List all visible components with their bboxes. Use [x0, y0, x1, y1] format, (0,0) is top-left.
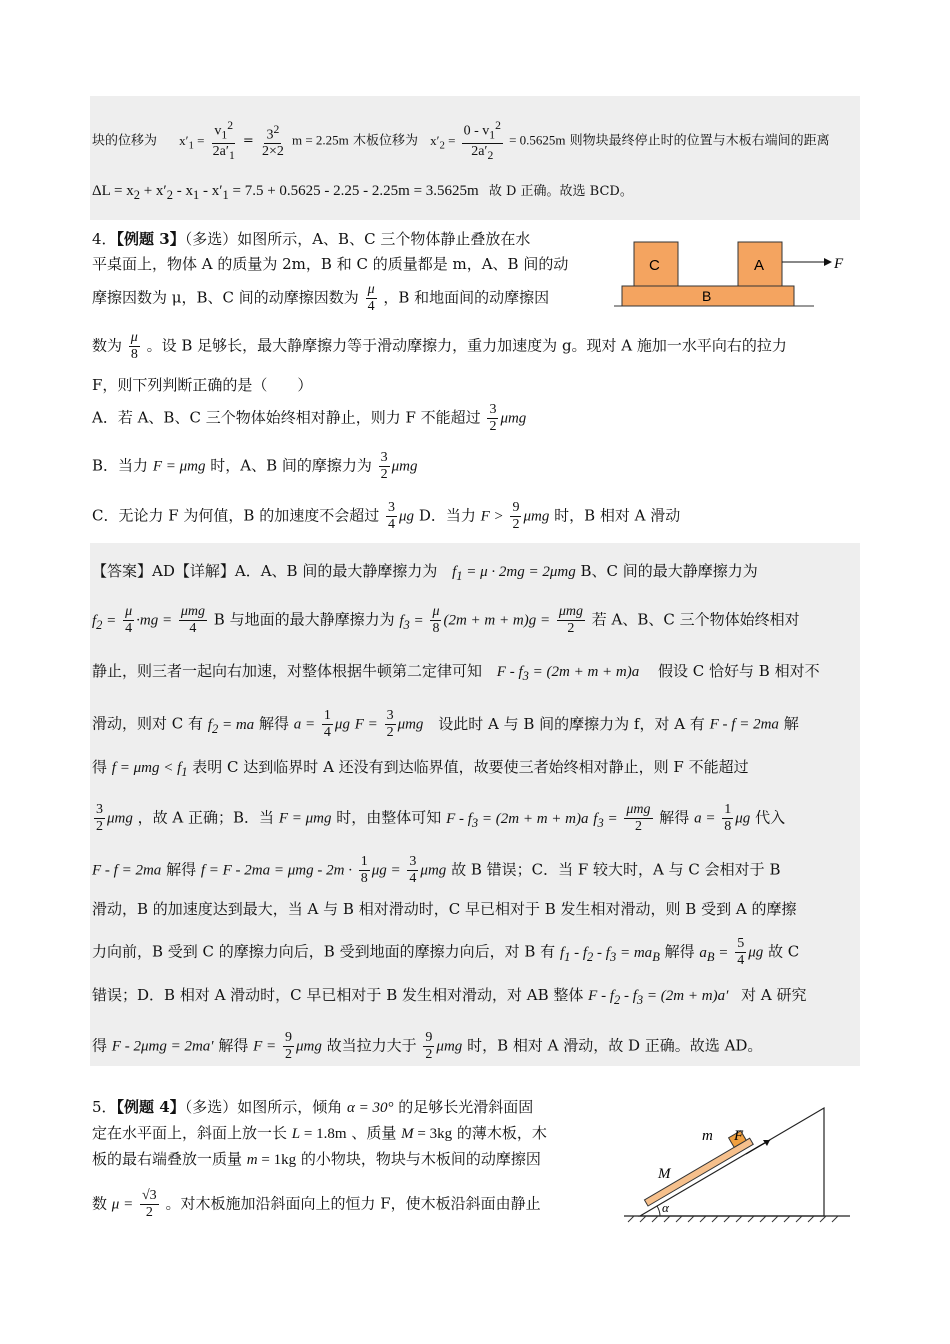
label-alpha: α: [662, 1200, 669, 1215]
ans-line4: 滑动，则对 C 有 $f_2$ = ma 解得 a = $\frac{1}{4}$ μg F = $\frac{3}{2}$ μmg 设此时 A 与 B 间的摩擦力为 f，对 A 有 F - f = 2ma 解: [92, 708, 799, 740]
option-c-d: C．无论力 F 为何值，B 的加速度不会超过 $\frac{3}{4}$ μg D．当力 F > $\frac{9}{2}$ μmg 时，B 相对 A 滑动: [92, 500, 681, 532]
prev-line1: 块的位移为 $x'_1$ = $\frac{v_1^2}{2a'_1}$ = $\frac{3^2}{2\times 2}$ m = 2.25m 木板位移为 $x'_2$ = $\frac{0 - v_1^2}{2a'_2}$ = 0.5625m 则物块最终停止时的位置与木板右端间的距离: [92, 119, 830, 163]
force-label: F: [834, 256, 844, 272]
ans-line8: 滑动，B 的加速度达到最大，当 A 与 B 相对滑动时，C 早已相对于 B 发生相对滑动，则 B 受到 A 的摩擦: [92, 900, 797, 918]
q5-line2: 定在水平面上，斜面上放一长 L = 1.8m 、质量 M = 3kg 的薄木板，木: [92, 1124, 547, 1142]
board-b-label: B: [702, 288, 712, 304]
ground-hatch: [628, 1216, 838, 1222]
ans-line5: 得 $f = \mu mg < f_1$ 表明 C 达到临界时 A 还没有到达临界值，故要使三者始终相对静止，则 F 不能超过: [92, 758, 749, 779]
ans-line3: 静止，则三者一起向右加速，对整体根据牛顿第二定律可知 $F - f_3 = (2m + m + m)a$ 假设 C 恰好与 B 相对不: [92, 662, 820, 683]
ans-line11: 得 F - 2μmg = 2ma′ 解得 F = $\frac{9}{2}$ μmg 故当拉力大于 $\frac{9}{2}$ μmg 时，B 相对 A 滑动，故 D 正确。故选 AD。: [92, 1030, 763, 1062]
option-a: A．若 A、B、C 三个物体始终相对静止，则力 F 不能超过 $\frac{3}{2}$ μmg: [92, 402, 527, 434]
q4-line2: 平桌面上，物体 A 的质量为 2m，B 和 C 的质量都是 m，A、B 间的动: [92, 255, 569, 273]
prev-line2: $\Delta L = x_2 + x'_2 - x_1 - x'_1 = 7.5 + 0.5625 - 2.25 - 2.25m = 3.5625m$ 故 D 正确。故选 BCD。: [92, 183, 633, 202]
ans-line10: 错误；D．B 相对 A 滑动时，C 早已相对于 B 发生相对滑动，对 AB 整体 $F - f_2 - f_3 = (2m + m)a'$ 对 A 研究: [92, 986, 807, 1007]
angle-arc: [657, 1206, 660, 1216]
ans-line6: $\frac{3}{2}$ μmg ，故 A 正确；B．当 F = μmg 时，由整体可知 $F - f_3 = (2m + m + m)a$ $f_3$ = $\frac{\text{μmg}}{2}$ 解得 a = $\frac{1}{8}$ μg 代入: [96, 802, 786, 834]
q4-line3: 摩擦因数为 μ，B、C 间的动摩擦因数为 $\frac{\mu}{4}$ ，B 和地面间的动摩擦因: [92, 282, 550, 314]
q4-line4: 数为 $\frac{\mu}{8}$ 。设 B 足够长，最大静摩擦力等于滑动摩擦力，重力加速度为 g。现对 A 施加一水平向右的拉力: [92, 330, 787, 362]
label-m: m: [702, 1128, 713, 1144]
q4-line1: 4．【例题 3】（多选）如图所示，A、B、C 三个物体静止叠放在水: [92, 230, 531, 248]
q4-figure: [614, 238, 854, 314]
box-a-label: A: [754, 257, 765, 274]
ans-line2: $f_2$ = $\frac{\mu}{4}$ ·mg = $\frac{\text{μmg}}{4}$ B 与地面的最大静摩擦力为 $f_3$ = $\frac{\mu}{8}$ (2m + m + m)g = $\frac{\text{μmg}}{2}$ 若 A、B、C 三个物体始终相对: [92, 604, 800, 636]
q5-line1: 5．【例题 4】（多选）如图所示，倾角 α = 30° 的足够长光滑斜面固: [92, 1098, 534, 1116]
ans-line7: F - f = 2ma 解得 f = F - 2ma = μmg - 2m · $\frac{1}{8}$ μg = $\frac{3}{4}$ μmg 故 B 错误；C．当 F 较大时，A 与 C 会相对于 B: [92, 854, 781, 886]
q5-line3: 板的最右端叠放一质量 m = 1kg 的小物块，物块与木板间的动摩擦因: [92, 1150, 541, 1168]
ans-line1: 【答案】AD【详解】A．A、B 间的最大静摩擦力为 $f_1 = \mu \cdot 2mg = 2\mu mg$ B、C 间的最大静摩擦力为: [92, 562, 758, 583]
force-arrowhead: [824, 258, 832, 266]
box-c-label: C: [649, 257, 660, 274]
q4-line5: F，则下列判断正确的是（ ）: [92, 376, 313, 394]
q5-line4: 数 μ = $\frac{√3}{2}$ 。对木板施加沿斜面向上的恒力 F，使木板沿斜面由静止: [92, 1188, 541, 1220]
label-big-m: M: [658, 1166, 671, 1182]
ans-line9: 力向前，B 受到 C 的摩擦力向后，B 受到地面的摩擦力向后，对 B 有 $f_1 - f_2 - f_3 = ma_B$ 解得 $a_B$ = $\frac{5}{4}$ μg 故 C: [92, 936, 800, 968]
q5-figure: [620, 1100, 860, 1230]
option-b: B．当力 F = μmg 时，A、B 间的摩擦力为 $\frac{3}{2}$ μmg: [92, 450, 418, 482]
label-f: F: [734, 1128, 744, 1144]
